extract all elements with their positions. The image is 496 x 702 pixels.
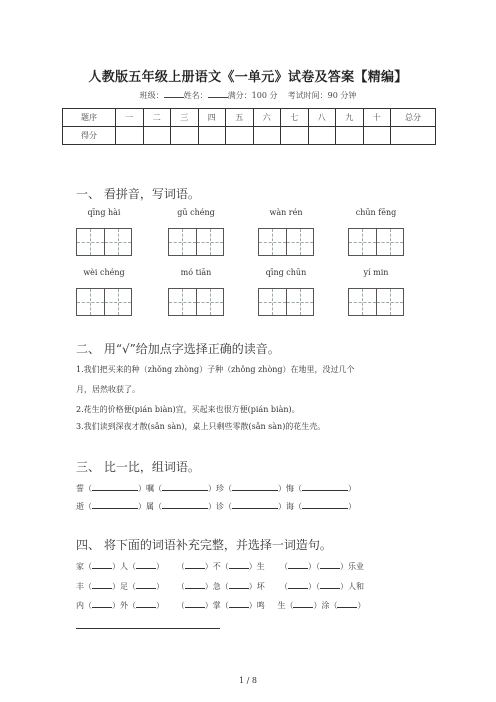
- writing-grid[interactable]: [258, 228, 314, 256]
- writing-grid[interactable]: [348, 288, 404, 316]
- answer-blank[interactable]: [232, 482, 278, 491]
- writing-grid[interactable]: [76, 228, 132, 256]
- idiom-char: 不: [212, 562, 221, 571]
- pinyin-label: gū chéng: [177, 208, 215, 217]
- answer-blank[interactable]: [92, 580, 112, 589]
- header-cell: 一: [116, 109, 144, 127]
- header-cell: 七: [281, 109, 309, 127]
- score-row-label: 得分: [63, 127, 116, 145]
- idiom-char: 乐业: [347, 562, 364, 571]
- writing-grid[interactable]: [168, 288, 224, 316]
- idiom-char: 外: [120, 601, 128, 610]
- header-cell: 三: [171, 109, 199, 127]
- writing-grid[interactable]: [76, 288, 132, 316]
- idiom-char: 人: [120, 562, 128, 571]
- compare-char: 诊: [216, 502, 224, 511]
- pinyin-label: qīng chūn: [265, 268, 307, 277]
- score-cell[interactable]: [336, 127, 364, 145]
- answer-blank[interactable]: [92, 482, 138, 491]
- idiom-char: 足: [120, 582, 128, 591]
- writing-grid[interactable]: [258, 288, 314, 316]
- idiom-char: 生: [277, 601, 286, 610]
- answer-blank[interactable]: [302, 500, 348, 509]
- writing-grid[interactable]: [348, 228, 404, 256]
- question-line: 3.我们读到深夜才散(sǎn sàn)，桌上只剩些零散(sǎn sàn)的花生壳。: [76, 422, 326, 431]
- score-cell[interactable]: [253, 127, 281, 145]
- header-cell: 五: [226, 109, 254, 127]
- section4-heading: 四、 将下面的词语补充完整，并选择一词造句。: [76, 538, 332, 552]
- answer-blank[interactable]: [232, 500, 278, 509]
- header-cell: 四: [198, 109, 226, 127]
- score-cell[interactable]: [171, 127, 199, 145]
- answer-blank[interactable]: [136, 560, 156, 569]
- answer-blank[interactable]: [229, 599, 249, 608]
- exam-info: [0, 90, 496, 101]
- header-cell: 二: [143, 109, 171, 127]
- score-label: 满分：100 分: [227, 91, 278, 100]
- answer-blank[interactable]: [136, 599, 156, 608]
- answer-blank[interactable]: [320, 580, 340, 589]
- answer-blank[interactable]: [92, 560, 112, 569]
- idiom-char: 生: [256, 562, 265, 571]
- question-line: 月，居然收获了。: [76, 385, 140, 394]
- score-header-row: [63, 109, 436, 127]
- score-cell[interactable]: [116, 127, 144, 145]
- compare-char: 诲: [286, 502, 294, 511]
- page-number: 1 / 8: [239, 676, 257, 685]
- header-cell: 九: [336, 109, 364, 127]
- pinyin-label: yí min: [363, 268, 389, 277]
- writing-grid[interactable]: [168, 228, 224, 256]
- name-blank[interactable]: [208, 90, 228, 98]
- section3-heading: 三、 比一比，组词语。: [76, 460, 200, 474]
- header-cell: 六: [253, 109, 281, 127]
- score-cell[interactable]: [308, 127, 336, 145]
- question-line: 2.花生的价格便(pián biàn)宜，买起来也很方便(pián biàn)。: [76, 405, 300, 414]
- answer-blank[interactable]: [185, 580, 205, 589]
- name-label: 姓名：: [183, 91, 208, 100]
- score-cell[interactable]: [391, 127, 436, 145]
- idiom-row: 丰（ ）足（ ） （ ）急（ ）坏 （ ）（ ）人和: [76, 582, 364, 591]
- compare-char: 悔: [286, 484, 294, 493]
- idiom-char: 掌: [212, 601, 221, 610]
- header-cell: 十: [363, 109, 391, 127]
- answer-blank[interactable]: [229, 580, 249, 589]
- compare-char: 珍: [216, 484, 224, 493]
- class-blank[interactable]: [164, 90, 184, 98]
- answer-blank[interactable]: [293, 599, 313, 608]
- answer-blank[interactable]: [288, 560, 308, 569]
- idiom-char: 丰: [76, 582, 84, 591]
- answer-blank[interactable]: [185, 560, 205, 569]
- compare-char: 誓: [76, 484, 84, 493]
- idiom-char: 家: [76, 562, 84, 571]
- pinyin-label: chūn fēng: [355, 208, 397, 217]
- answer-blank[interactable]: [288, 580, 308, 589]
- score-table: [62, 108, 436, 145]
- compare-row: 誓（ ）嘱（ ）珍（ ）悔（ ）: [76, 484, 356, 493]
- score-cell[interactable]: [281, 127, 309, 145]
- answer-blank[interactable]: [92, 500, 138, 509]
- section2-heading: 二、 用“√”给加点字选择正确的读音。: [76, 342, 280, 356]
- page-title: 人教版五年级上册语文《一单元》试卷及答案【精编】: [88, 70, 408, 85]
- compare-row: 逝（ ）属（ ）诊（ ）诲（ ）: [76, 502, 356, 511]
- score-cell[interactable]: [198, 127, 226, 145]
- pinyin-label: wèi chéng: [83, 268, 125, 277]
- header-cell: 总分: [391, 109, 436, 127]
- idiom-row: 家（ ）人（ ） （ ）不（ ）生 （ ）（ ）乐业: [76, 562, 364, 571]
- compare-char: 逝: [76, 502, 84, 511]
- idiom-char: 人和: [347, 582, 364, 591]
- answer-blank[interactable]: [162, 482, 208, 491]
- answer-blank[interactable]: [320, 560, 340, 569]
- compare-char: 属: [146, 502, 154, 511]
- class-label: 班级：: [139, 91, 164, 100]
- pinyin-label: mó tiān: [180, 268, 212, 277]
- score-cell[interactable]: [143, 127, 171, 145]
- score-cell[interactable]: [363, 127, 391, 145]
- pinyin-label: wàn rén: [269, 208, 303, 217]
- answer-blank[interactable]: [337, 599, 357, 608]
- answer-blank[interactable]: [302, 482, 348, 491]
- answer-blank[interactable]: [136, 580, 156, 589]
- sentence-answer-line[interactable]: [76, 628, 220, 629]
- answer-blank[interactable]: [229, 560, 249, 569]
- score-cell[interactable]: [226, 127, 254, 145]
- compare-char: 嘱: [146, 484, 154, 493]
- answer-blank[interactable]: [92, 599, 112, 608]
- score-value-row: [63, 127, 436, 145]
- idiom-char: 坏: [256, 582, 265, 591]
- question-line: 1.我们把买来的种（zhǒng zhòng）子种（zhǒng zhòng）在地里，没过几个: [76, 365, 355, 374]
- idiom-char: 急: [212, 582, 221, 591]
- header-cell: 题序: [63, 109, 116, 127]
- answer-blank[interactable]: [162, 500, 208, 509]
- idiom-char: 鸣: [256, 601, 265, 610]
- idiom-row: 内（ ）外（ ） （ ）掌（ ）鸣 生（ ）涂（ ）: [76, 601, 366, 610]
- pinyin-label: qīng hài: [87, 208, 121, 217]
- time-label: 考试时间：90 分钟: [287, 91, 357, 100]
- idiom-char: 内: [76, 601, 84, 610]
- section1-heading: 一、 看拼音，写词语。: [76, 187, 200, 201]
- header-cell: 八: [308, 109, 336, 127]
- answer-blank[interactable]: [185, 599, 205, 608]
- idiom-char: 涂: [321, 601, 330, 610]
